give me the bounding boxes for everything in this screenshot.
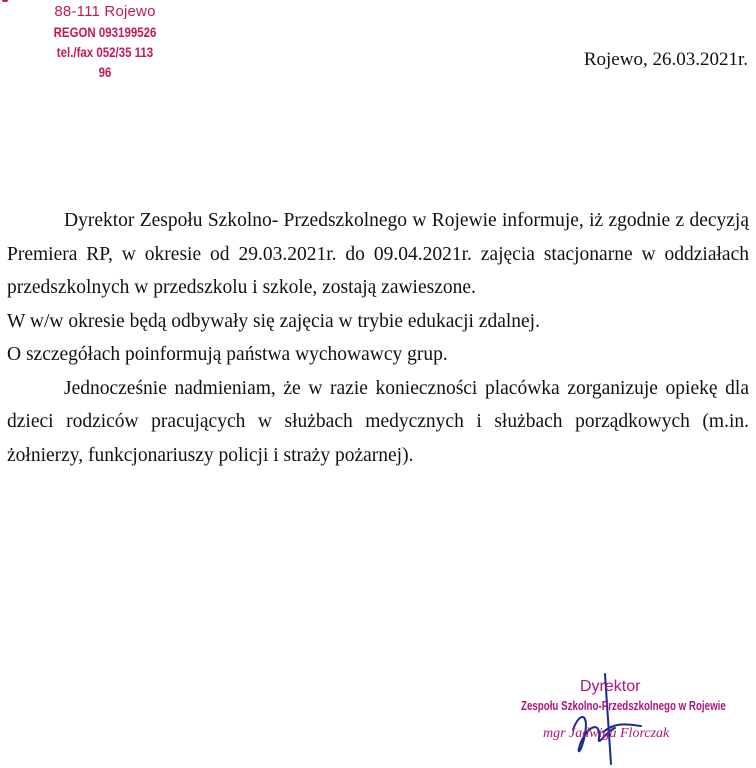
signature-stamp [515, 672, 755, 768]
stamp-address: 88-111 Rojewo [54, 3, 156, 20]
signature-name: mgr Jadwiga Florczak [543, 726, 670, 741]
paragraph-remote-learning: W w/w okresie będą odbywały się zajęcia w trybie edukacji zdalnej. [7, 310, 540, 332]
stamp-regon: REGON 093199526 [53, 24, 157, 40]
letter-body [7, 204, 749, 472]
stamp-phone: tel./fax 052/35 113 96 [56, 44, 154, 80]
paragraph-announcement: Dyrektor Zespołu Szkolno- Przedszkolnego w Rojewie informuje, iż zgodnie z decyzją Premiera RP, w okresie od 29.03.2021r. do 09.04.2021r. zajęcia stacjonarne w oddziałach przedszkolnych w przedszkolu i szkole, zostają zawieszone. [7, 210, 749, 298]
document-date: Rojewo, 26.03.2021r. [583, 49, 748, 70]
letterhead-stamp [40, 0, 170, 82]
paragraph-childcare: Jednocześnie nadmieniam, że w razie konieczności placówka zorganizuje opiekę dla dzieci rodziców pracujących w służbach medycznych i służbach porządkowych (m.in. żołnierzy, funkcjonariuszy policji i straży pożarnej). [7, 377, 749, 466]
signature-organization: Zespołu Szkolno-Przedszkolnego w Rojewie [521, 699, 726, 713]
stamp-edge-mark [2, 0, 8, 2]
signature-title: Dyrektor [580, 678, 641, 695]
paragraph-details: O szczegółach poinformują państwa wychowawcy grup. [7, 344, 448, 365]
